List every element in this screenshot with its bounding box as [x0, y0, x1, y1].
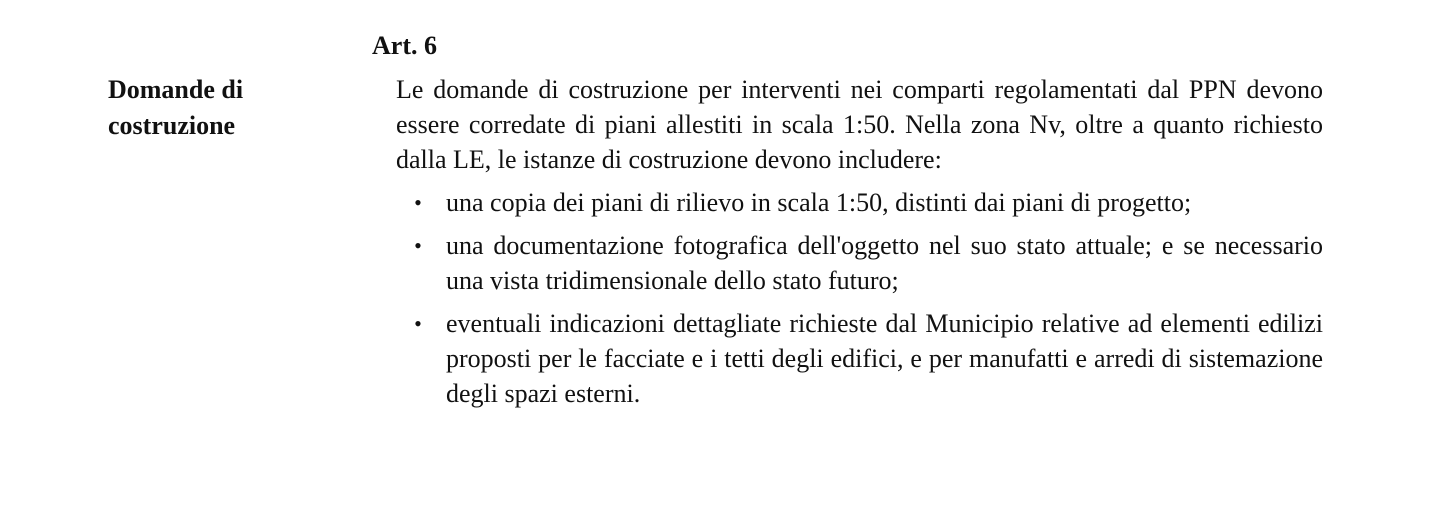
requirements-list: [396, 185, 1323, 411]
intro-paragraph: Le domande di costruzione per interventi nei comparti regolamentati dal PPN devono essere corredate di piani allestiti in scala 1:50. Nella zona Nv, oltre a quanto richiesto dalla LE, le istanze di costruzione devono includere:: [396, 75, 1323, 174]
list-item-text: una copia dei piani di rilievo in scala 1:50, distinti dai piani di progetto;: [446, 188, 1192, 217]
bullet-icon: •: [414, 233, 422, 258]
list-item-text: una documentazione fotografica dell'oggetto nel suo stato attuale; e se necessario una vista tridimensionale dello stato futuro;: [446, 231, 1323, 295]
bullet-icon: •: [414, 190, 422, 215]
article-title-line-1: Domande di: [108, 75, 244, 104]
article-body: [396, 72, 1323, 419]
list-item-text: eventuali indicazioni dettagliate richieste dal Municipio relative ad elementi edilizi proposti per le facciate e i tetti degli edifici, e per manufatti e arredi di sistemazione degli spazi esterni.: [446, 309, 1323, 408]
list-item: [396, 228, 1323, 298]
article-title-line-2: costruzione: [108, 111, 236, 140]
bullet-icon: •: [414, 311, 422, 336]
list-item: [396, 306, 1323, 411]
article-number: Art. 6: [372, 31, 437, 60]
article-title: [108, 72, 338, 144]
list-item: [396, 185, 1323, 220]
